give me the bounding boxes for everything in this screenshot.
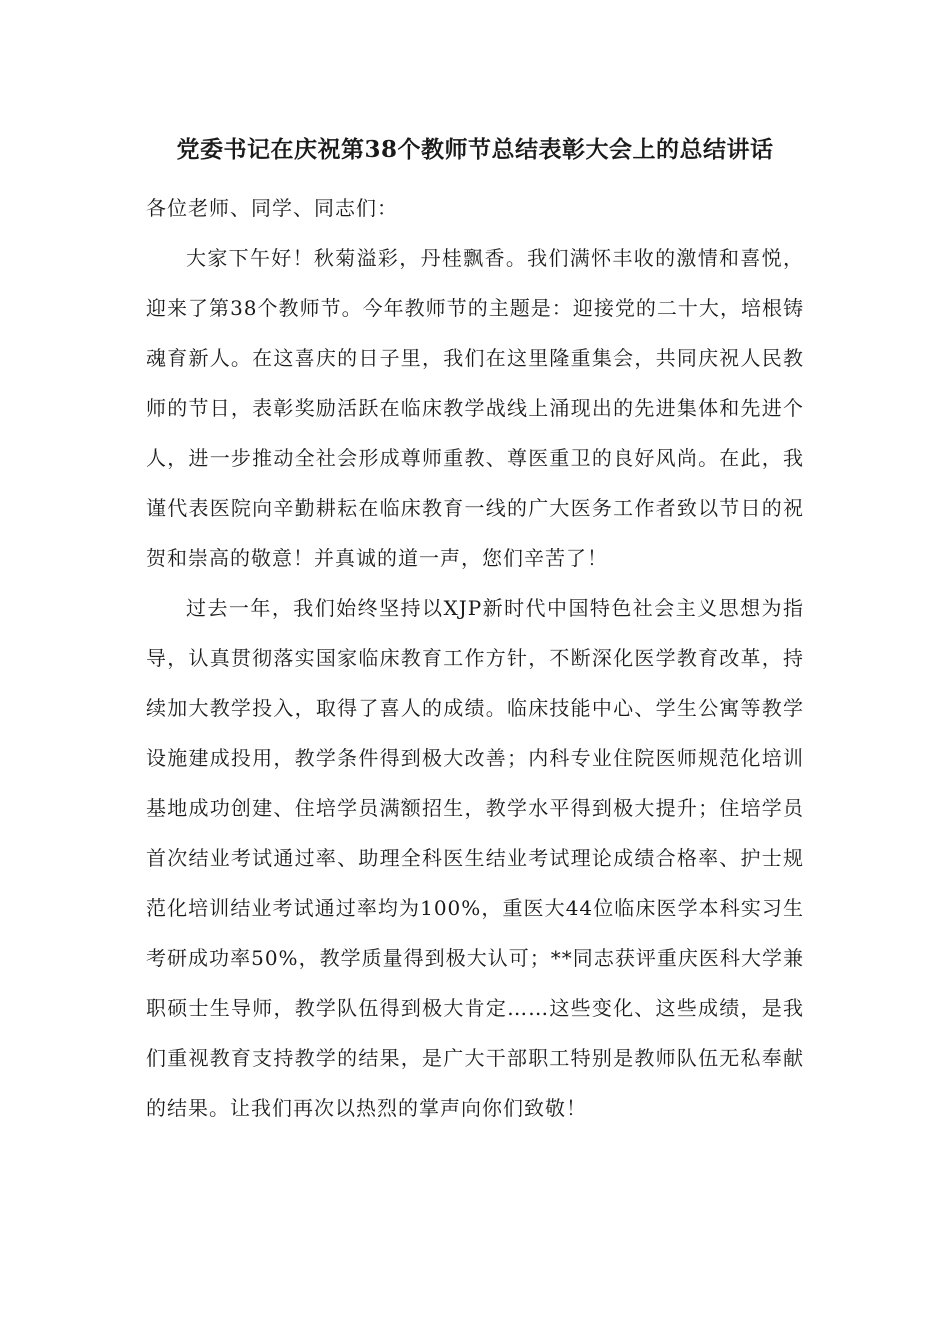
salutation: 各位老师、同学、同志们：	[146, 196, 398, 220]
document-title: 党委书记在庆祝第38个教师节总结表彰大会上的总结讲话	[176, 136, 774, 163]
paragraph-achievements: 过去一年，我们始终坚持以XJP新时代中国特色社会主义思想为指导，认真贯彻落实国家临床教育工作方针，不断深化医学教育改革，持续加大教学投入，取得了喜人的成绩。临床技能中心、学生公寓等教学设施建成投用，教学条件得到极大改善；内科专业住院医师规范化培训基地成功创建、住培学员满额招生，教学水平得到极大提升；住培学员首次结业考试通过率、助理全科医生结业考试理论成绩合格率、护士规范化培训结业考试通过率均为100%，重医大44位临床医学本科实习生考研成功率50%，教学质量得到极大认可；**同志获评重庆医科大学兼职硕士生导师，教学队伍得到极大肯定……这些变化、这些成绩，是我们重视教育支持教学的结果，是广大干部职工特别是教师队伍无私奉献的结果。让我们再次以热烈的掌声向你们致敬！	[146, 596, 804, 1120]
paragraph-greeting: 大家下午好！秋菊溢彩，丹桂飘香。我们满怀丰收的激情和喜悦，迎来了第38个教师节。今年教师节的主题是：迎接党的二十大，培根铸魂育新人。在这喜庆的日子里，我们在这里隆重集会，共同庆祝人民教师的节日，表彰奖励活跃在临床教学战线上涌现出的先进集体和先进个人，进一步推动全社会形成尊师重教、尊医重卫的良好风尚。在此，我谨代表医院向辛勤耕耘在临床教育一线的广大医务工作者致以节日的祝贺和崇高的敬意！并真诚的道一声，您们辛苦了！	[146, 246, 804, 570]
document-body	[146, 183, 804, 1133]
